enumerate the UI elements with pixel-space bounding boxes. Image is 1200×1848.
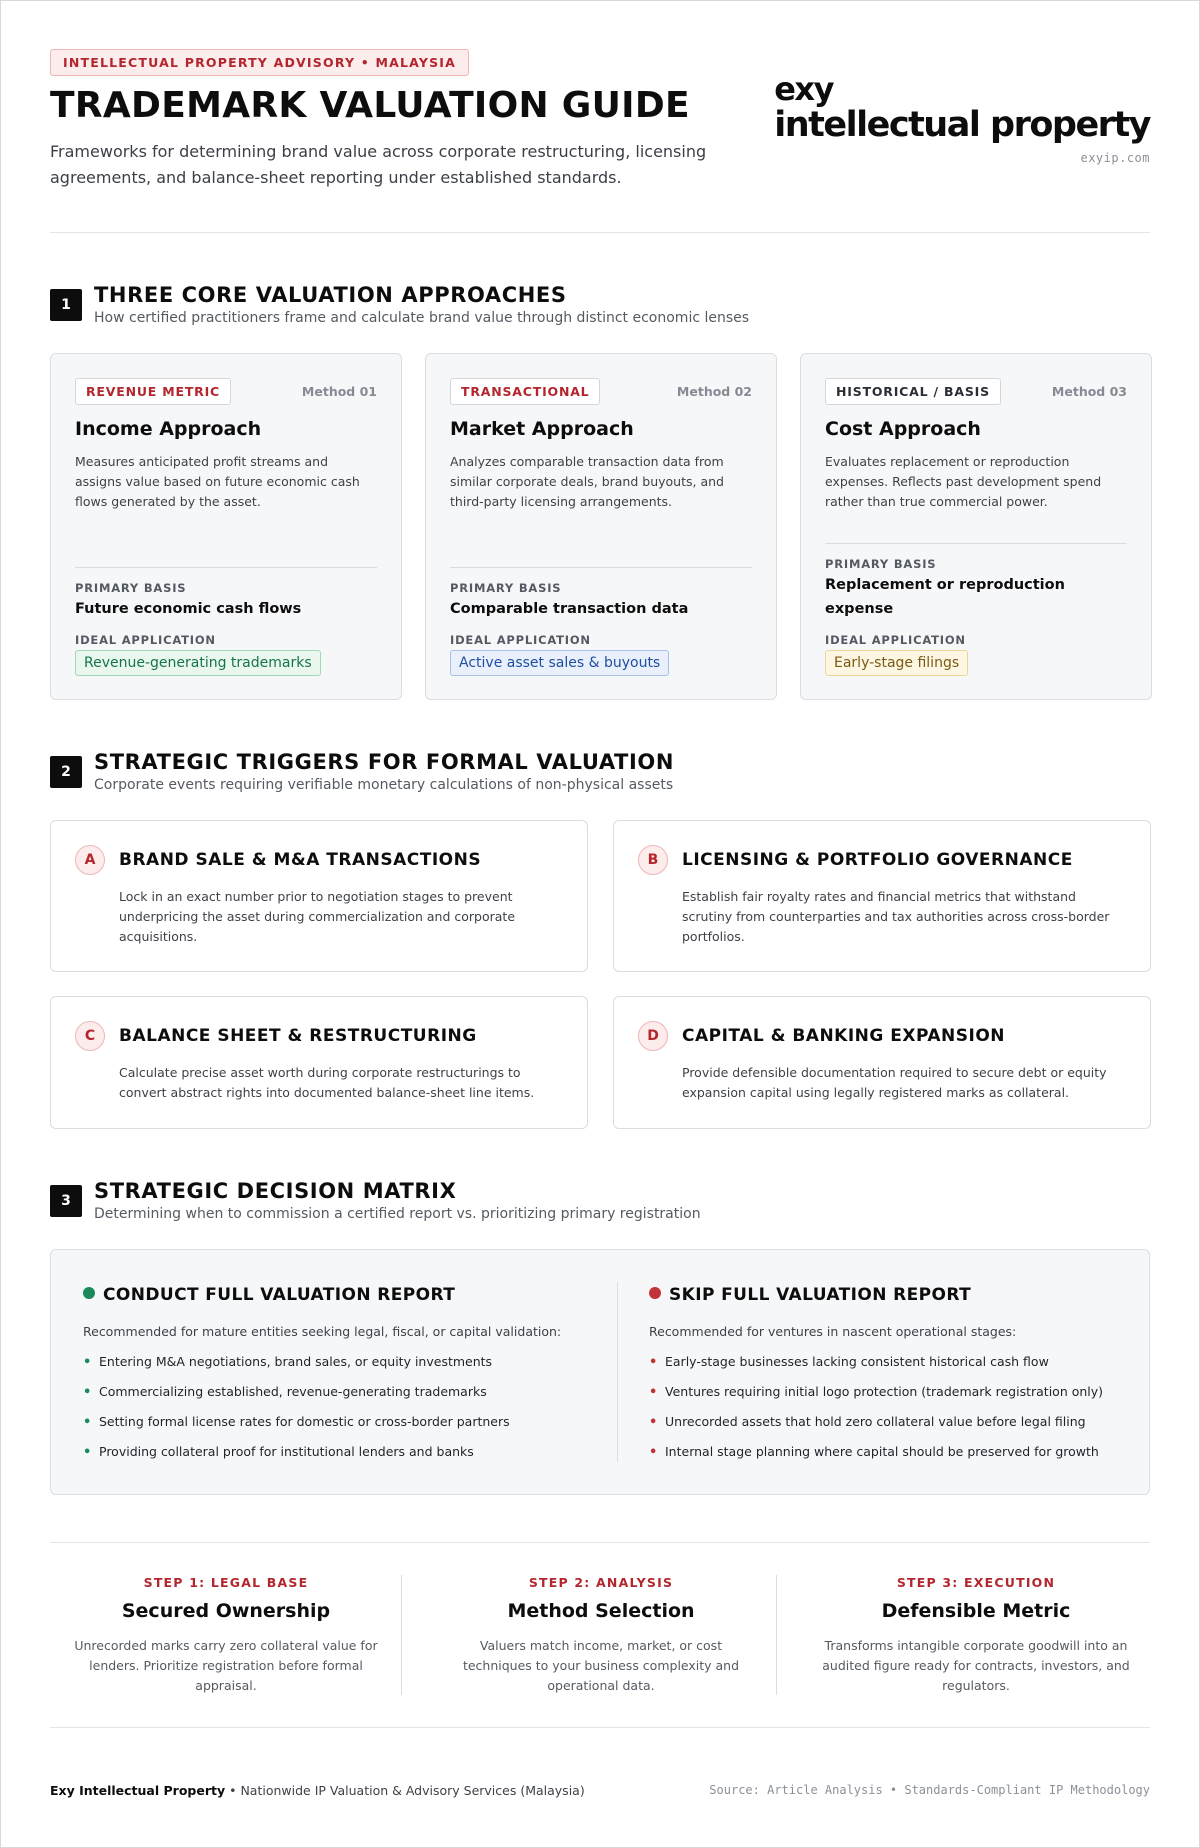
section-subtitle: How certified practitioners frame and calculate brand value through distinct economic lenses: [94, 310, 750, 326]
skip-title: SKIP FULL VALUATION REPORT: [669, 1285, 972, 1305]
footer-source: Source: Article Analysis • Standards-Compliant IP Methodology: [709, 1783, 1150, 1797]
trigger-description: Lock in an exact number prior to negotiation stages to prevent underpricing the asset during commercialization and corporate acquisitions.: [119, 889, 516, 944]
trigger-title: BRAND SALE & M&A TRANSACTIONS: [119, 850, 482, 870]
step-analysis: [425, 1575, 777, 1696]
approach-card-income: [50, 353, 402, 700]
list-item: • Entering M&A negotiations, brand sales, or equity investments: [83, 1354, 493, 1370]
card-title: Cost Approach: [825, 418, 981, 440]
trigger-card-licensing: [613, 820, 1151, 972]
section-title: STRATEGIC TRIGGERS FOR FORMAL VALUATION: [94, 750, 675, 774]
bullet-icon: •: [83, 1385, 92, 1400]
footer-divider: [50, 1727, 1150, 1728]
conduct-heading: [83, 1285, 455, 1305]
section-subtitle: Determining when to commission a certified report vs. prioritizing primary registration: [94, 1206, 701, 1222]
step-divider: [776, 1575, 777, 1695]
method-number: Method 03: [1051, 384, 1127, 399]
basis-value: Replacement or reproduction expense: [825, 577, 1065, 617]
page-subtitle: Frameworks for determining brand value across corporate restructuring, licensing agreements, and balance-sheet reporting under established standards.: [50, 142, 707, 187]
basis-label: PRIMARY BASIS: [825, 557, 937, 571]
skip-list: [649, 1354, 1103, 1474]
bullet-icon: •: [83, 1445, 92, 1460]
step-title: Secured Ownership: [121, 1600, 331, 1622]
section-title: STRATEGIC DECISION MATRIX: [94, 1179, 457, 1203]
trigger-description: Calculate precise asset worth during corporate restructurings to convert abstract rights into documented balance-sheet line items.: [119, 1065, 535, 1100]
basis-label: PRIMARY BASIS: [75, 581, 187, 595]
logo-line-2: intellectual property: [774, 105, 1150, 145]
brand-logo: [774, 71, 1150, 143]
bullet-icon: •: [649, 1385, 658, 1400]
trigger-letter: D: [638, 1021, 668, 1051]
application-badge: Active asset sales & buyouts: [450, 650, 669, 676]
advisory-tag: INTELLECTUAL PROPERTY ADVISORY • MALAYSIA: [50, 49, 469, 76]
card-tag: HISTORICAL / BASIS: [825, 378, 1001, 405]
card-divider: [450, 567, 752, 568]
step-label: STEP 1: LEGAL BASE: [143, 1575, 309, 1590]
basis-label: PRIMARY BASIS: [450, 581, 562, 595]
trigger-title: LICENSING & PORTFOLIO GOVERNANCE: [682, 850, 1073, 870]
brand-block: [774, 71, 1150, 165]
basis-value: Future economic cash flows: [75, 601, 302, 617]
bullet-icon: •: [649, 1415, 658, 1430]
method-number: Method 01: [301, 384, 377, 399]
method-number: Method 02: [676, 384, 752, 399]
skip-column: [649, 1250, 1149, 1494]
trigger-title: BALANCE SHEET & RESTRUCTURING: [119, 1026, 477, 1046]
card-tag: TRANSACTIONAL: [450, 378, 600, 405]
application-badge: Revenue-generating trademarks: [75, 650, 321, 676]
decision-matrix: [50, 1249, 1150, 1495]
conduct-intro: Recommended for mature entities seeking legal, fiscal, or capital validation:: [83, 1324, 562, 1339]
section-subtitle: Corporate events requiring verifiable monetary calculations of non-physical assets: [94, 777, 674, 793]
step-legal-base: [50, 1575, 402, 1696]
card-divider: [825, 543, 1127, 544]
matrix-divider: [617, 1282, 618, 1462]
list-item: • Ventures requiring initial logo protection (trademark registration only): [649, 1384, 1104, 1400]
conduct-list: [83, 1354, 510, 1474]
basis-value: Comparable transaction data: [450, 601, 689, 617]
list-item: • Providing collateral proof for institutional lenders and banks: [83, 1444, 474, 1460]
card-description: Analyzes comparable transaction data from similar corporate deals, brand buyouts, and third-party licensing arrangements.: [450, 454, 724, 509]
list-item: • Commercializing established, revenue-generating trademarks: [83, 1384, 487, 1400]
footer-tagline: • Nationwide IP Valuation & Advisory Services (Malaysia): [225, 1783, 585, 1798]
skip-heading: [649, 1285, 971, 1305]
step-description: Unrecorded marks carry zero collateral value for lenders. Prioritize registration before formal appraisal.: [74, 1638, 378, 1693]
red-dot-icon: [649, 1287, 661, 1299]
section-number: 3: [50, 1185, 82, 1217]
step-label: STEP 2: ANALYSIS: [528, 1575, 674, 1590]
header-divider: [50, 232, 1150, 233]
bullet-icon: •: [83, 1415, 92, 1430]
logo-line-1: exy: [774, 70, 833, 108]
trigger-description: Provide defensible documentation required to secure debt or equity expansion capital using legally registered marks as collateral.: [682, 1065, 1107, 1100]
card-description: Measures anticipated profit streams and assigns value based on future economic cash flows generated by the asset.: [75, 454, 360, 509]
section-number: 1: [50, 289, 82, 321]
bullet-icon: •: [649, 1355, 658, 1370]
card-title: Income Approach: [75, 418, 262, 440]
application-label: IDEAL APPLICATION: [450, 633, 591, 647]
card-title: Market Approach: [450, 418, 634, 440]
bullet-icon: •: [83, 1355, 92, 1370]
page-title: TRADEMARK VALUATION GUIDE: [50, 85, 690, 126]
list-item: • Internal stage planning where capital should be preserved for growth: [649, 1444, 1099, 1460]
approach-card-market: [425, 353, 777, 700]
trigger-title: CAPITAL & BANKING EXPANSION: [682, 1026, 1006, 1046]
skip-intro: Recommended for ventures in nascent operational stages:: [649, 1324, 1017, 1339]
brand-url: exyip.com: [1080, 151, 1150, 165]
footer-company-name: Exy Intellectual Property: [50, 1783, 226, 1798]
step-divider: [401, 1575, 402, 1695]
application-badge: Early-stage filings: [825, 650, 968, 676]
trigger-letter: A: [75, 845, 105, 875]
trigger-card-capital: [613, 996, 1151, 1129]
step-title: Defensible Metric: [881, 1600, 1071, 1622]
step-title: Method Selection: [507, 1600, 695, 1622]
application-label: IDEAL APPLICATION: [75, 633, 216, 647]
section-number: 2: [50, 756, 82, 788]
card-tag: REVENUE METRIC: [75, 378, 231, 405]
list-item: • Early-stage businesses lacking consistent historical cash flow: [649, 1354, 1049, 1370]
trigger-letter: C: [75, 1021, 105, 1051]
green-dot-icon: [83, 1287, 95, 1299]
conduct-title: CONDUCT FULL VALUATION REPORT: [103, 1285, 456, 1305]
conduct-column: [83, 1250, 593, 1494]
step-description: Valuers match income, market, or cost techniques to your business complexity and operational data.: [462, 1638, 740, 1693]
card-divider: [75, 567, 377, 568]
content: [50, 1, 1150, 1847]
approach-card-cost: [800, 353, 1152, 700]
application-label: IDEAL APPLICATION: [825, 633, 966, 647]
list-item: • Setting formal license rates for domestic or cross-border partners: [83, 1414, 510, 1430]
step-description: Transforms intangible corporate goodwill into an audited figure ready for contracts, investors, and regulators.: [822, 1638, 1130, 1693]
footer-company: [50, 1783, 585, 1798]
bullet-icon: •: [649, 1445, 658, 1460]
steps-top-divider: [50, 1542, 1150, 1543]
steps-row: [50, 1559, 1150, 1701]
trigger-description: Establish fair royalty rates and financial metrics that withstand scrutiny from counterparties and tax authorities across cross-border portfolios.: [682, 889, 1110, 944]
section-title: THREE CORE VALUATION APPROACHES: [94, 283, 567, 307]
trigger-letter: B: [638, 845, 668, 875]
list-item: • Unrecorded assets that hold zero collateral value before legal filing: [649, 1414, 1086, 1430]
trigger-card-balance-sheet: [50, 996, 588, 1129]
card-description: Evaluates replacement or reproduction expenses. Reflects past development spend rather than true commercial power.: [825, 454, 1102, 509]
trigger-card-brand-sale: [50, 820, 588, 972]
approach-cards: [50, 353, 1150, 700]
step-execution: [800, 1575, 1152, 1696]
step-label: STEP 3: EXECUTION: [896, 1575, 1056, 1590]
